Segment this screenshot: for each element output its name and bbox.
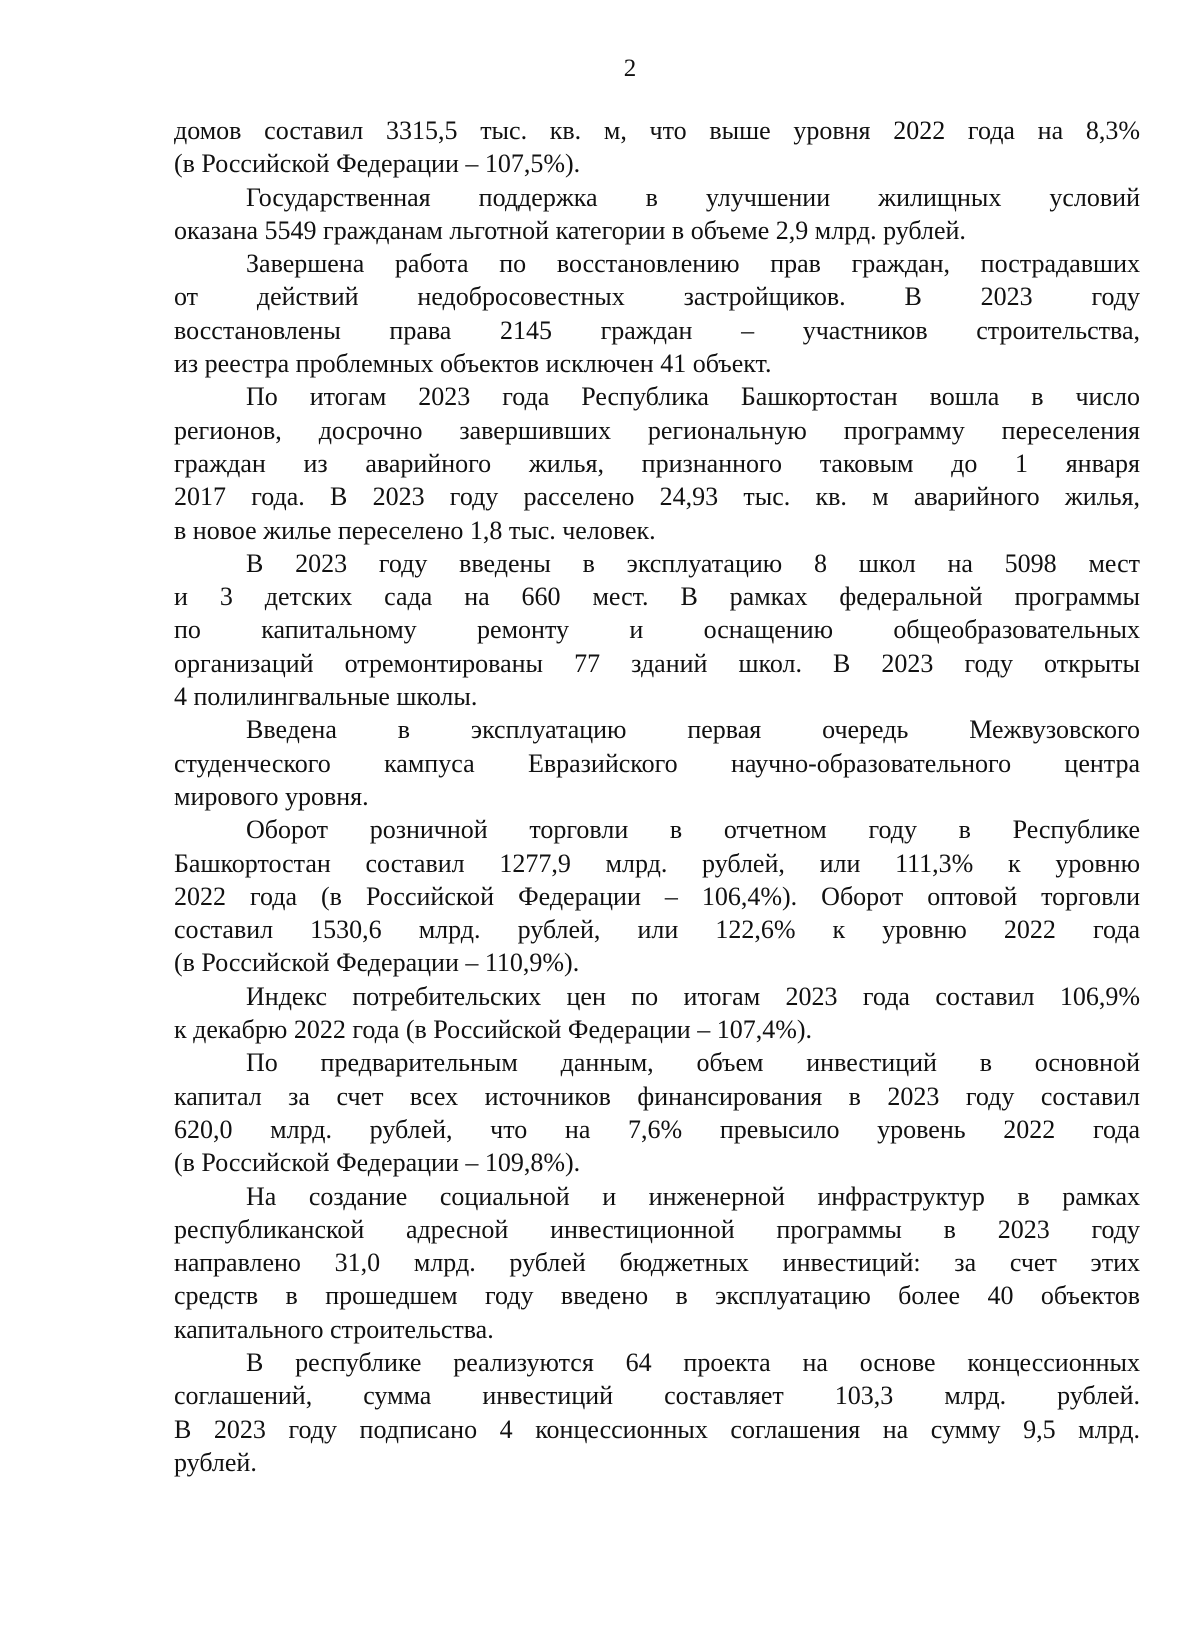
text-line: организаций отремонтированы 77 зданий школ. В 2023 году открыты (174, 648, 1140, 678)
text-line: На создание социальной и инженерной инфраструктур в рамках (246, 1181, 1140, 1211)
text-line: республиканской адресной инвестиционной программы в 2023 году (174, 1214, 1140, 1244)
paragraph (174, 547, 1140, 713)
text-line: граждан из аварийного жилья, признанного таковым до 1 января (174, 448, 1140, 478)
document-body (174, 114, 1140, 1479)
text-line: капитального строительства. (174, 1314, 494, 1344)
paragraph (174, 1046, 1140, 1179)
text-line: и 3 детских сада на 660 мест. В рамках федеральной программы (174, 582, 1140, 612)
text-line: В 2023 году подписано 4 концессионных соглашения на сумму 9,5 млрд. (174, 1414, 1140, 1444)
text-line: В республике реализуются 64 проекта на основе концессионных (246, 1347, 1140, 1377)
text-line: соглашений, сумма инвестиций составляет 103,3 млрд. рублей. (174, 1381, 1140, 1411)
text-line: направлено 31,0 млрд. рублей бюджетных инвестиций: за счет этих (174, 1248, 1140, 1278)
text-line: к декабрю 2022 года (в Российской Федерации – 107,4%). (174, 1015, 813, 1045)
text-line: рублей. (174, 1447, 257, 1477)
paragraph (174, 114, 1140, 181)
text-line: составил 1530,6 млрд. рублей, или 122,6% к уровню 2022 года (174, 915, 1140, 945)
text-line: 4 полилингвальные школы. (174, 682, 478, 712)
paragraph (174, 980, 1140, 1047)
text-line: 620,0 млрд. рублей, что на 7,6% превысило уровень 2022 года (174, 1114, 1140, 1144)
text-line: Завершена работа по восстановлению прав граждан, пострадавших (246, 249, 1140, 279)
text-line: Башкортостан составил 1277,9 млрд. рублей, или 111,3% к уровню (174, 848, 1140, 878)
text-line: регионов, досрочно завершивших региональную программу переселения (174, 415, 1140, 445)
paragraph (174, 1180, 1140, 1346)
paragraph (174, 380, 1140, 546)
text-line: По итогам 2023 года Республика Башкортостан вошла в число (246, 382, 1140, 412)
text-line: мирового уровня. (174, 781, 369, 811)
text-line: студенческого кампуса Евразийского научно-образовательного центра (174, 748, 1140, 778)
text-line: от действий недобросовестных застройщиков. В 2023 году (174, 282, 1140, 312)
text-line: Оборот розничной торговли в отчетном году в Республике (246, 815, 1140, 845)
page-number: 2 (623, 55, 637, 82)
text-line: оказана 5549 гражданам льготной категории в объеме 2,9 млрд. рублей. (174, 215, 966, 245)
paragraph (174, 1346, 1140, 1479)
text-line: капитал за счет всех источников финансирования в 2023 году составил (174, 1081, 1140, 1111)
text-line: Индекс потребительских цен по итогам 2023 года составил 106,9% (246, 981, 1140, 1011)
text-line: 2022 года (в Российской Федерации – 106,4%). Оборот оптовой торговли (174, 881, 1140, 911)
text-line: По предварительным данным, объем инвестиций в основной (246, 1048, 1140, 1078)
text-line: (в Российской Федерации – 110,9%). (174, 948, 580, 978)
text-line: средств в прошедшем году введено в эксплуатацию более 40 объектов (174, 1281, 1140, 1311)
text-line: восстановлены права 2145 граждан – участников строительства, (174, 315, 1140, 345)
text-line: Государственная поддержка в улучшении жилищных условий (246, 182, 1140, 212)
paragraph (174, 181, 1140, 248)
text-line: В 2023 году введены в эксплуатацию 8 школ на 5098 мест (246, 548, 1140, 578)
paragraph (174, 713, 1140, 813)
paragraph (174, 813, 1140, 979)
text-line: (в Российской Федерации – 109,8%). (174, 1148, 581, 1178)
text-line: домов составил 3315,5 тыс. кв. м, что выше уровня 2022 года на 8,3% (174, 116, 1140, 145)
paragraph (174, 247, 1140, 380)
text-line: по капитальному ремонту и оснащению общеобразовательных (174, 615, 1140, 645)
text-line: из реестра проблемных объектов исключен 41 объект. (174, 349, 772, 379)
text-line: 2017 года. В 2023 году расселено 24,93 тыс. кв. м аварийного жилья, (174, 482, 1140, 512)
text-line: Введена в эксплуатацию первая очередь Межвузовского (246, 715, 1140, 745)
text-line: в новое жилье переселено 1,8 тыс. человек. (174, 515, 656, 545)
text-line: (в Российской Федерации – 107,5%). (174, 149, 581, 179)
